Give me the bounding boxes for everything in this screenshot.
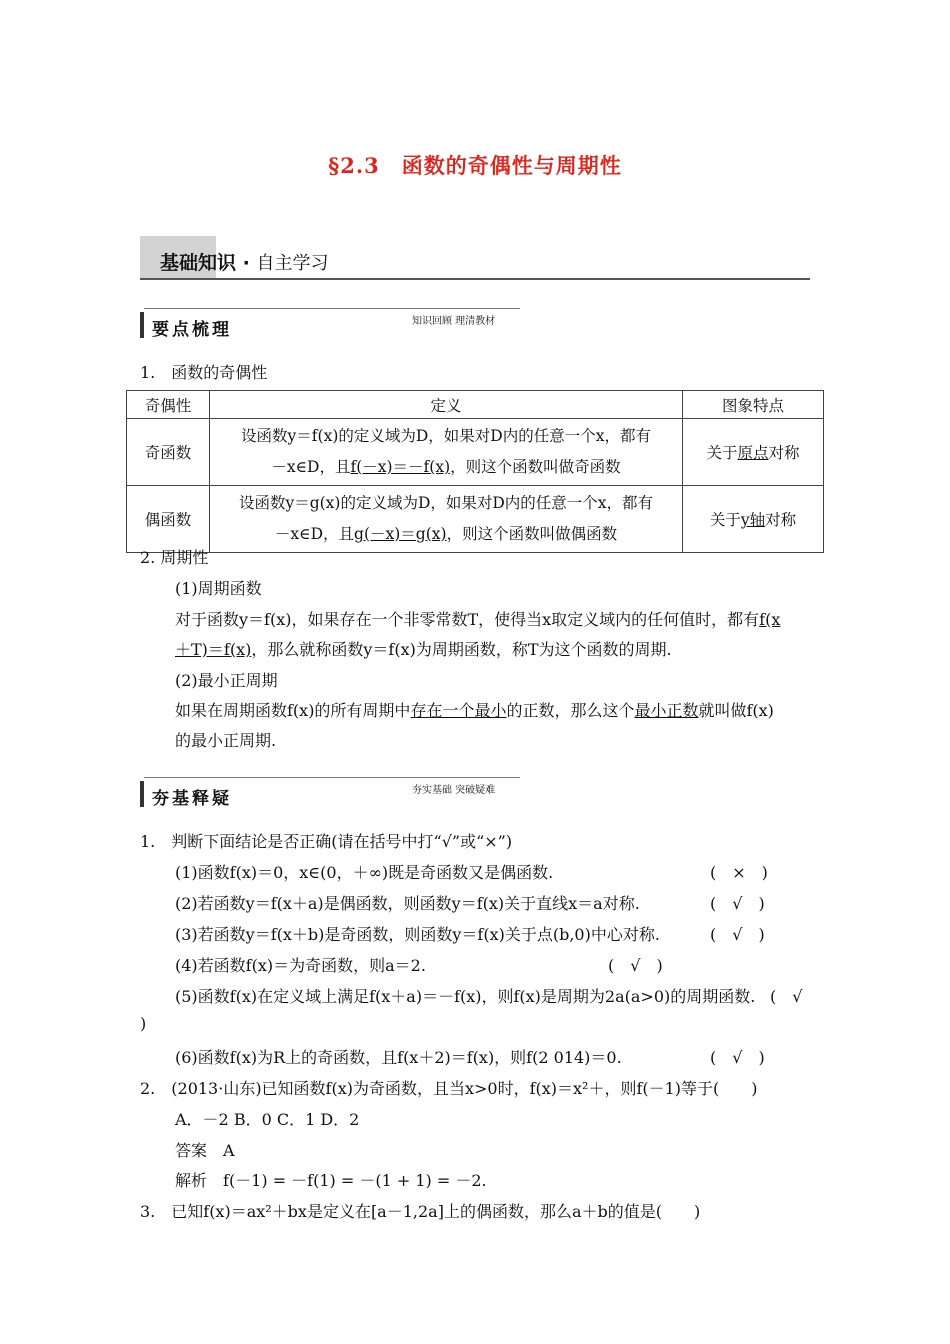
def-text: ，则这个函数叫做奇函数 bbox=[450, 458, 621, 476]
judgment-mark: ( √ ) bbox=[710, 925, 765, 944]
feat-underline: 原点 bbox=[737, 444, 769, 462]
answer-value: A bbox=[223, 1141, 235, 1160]
para-text: 如果在周期函数f(x)的所有周期中 bbox=[175, 701, 411, 720]
band-sub: 自主学习 bbox=[256, 253, 329, 274]
para-underline: ＋T)＝f(x) bbox=[175, 640, 252, 659]
row-definition bbox=[210, 486, 683, 553]
feat-text: 关于 bbox=[706, 444, 738, 462]
judgment-mark: ( × ) bbox=[710, 863, 768, 882]
section-heading: 夯基释疑 bbox=[152, 789, 232, 809]
section-top-line bbox=[144, 777, 520, 778]
section-tag: 知识回顾 理清教材 bbox=[412, 316, 496, 327]
def-text: －x∈D，且 bbox=[274, 525, 355, 543]
band-dot: · bbox=[236, 252, 257, 274]
analysis-line bbox=[175, 1168, 487, 1191]
judgment-text: (6)函数f(x)为R上的奇函数，且f(x＋2)＝f(x)，则f(2 014)＝0. bbox=[175, 1048, 622, 1067]
table-row bbox=[127, 419, 824, 486]
section-heading: 要点梳理 bbox=[152, 320, 232, 340]
judgment-mark: ( √ ) bbox=[710, 1048, 765, 1067]
section-top-line bbox=[144, 308, 520, 309]
sub-heading: (1)周期函数 bbox=[175, 579, 262, 598]
row-definition bbox=[210, 419, 683, 486]
def-line: 设函数y＝g(x)的定义域为D，如果对D内的任意一个x，都有 bbox=[238, 494, 654, 512]
def-text: －x∈D，且 bbox=[271, 458, 351, 476]
header-cell: 图象特点 bbox=[683, 391, 824, 419]
para-text: 的正数，那么这个 bbox=[506, 701, 635, 720]
answer-label: 答案 bbox=[175, 1141, 208, 1160]
section-band-title bbox=[160, 248, 328, 275]
para-underline: 存在一个最小 bbox=[410, 701, 507, 720]
table-header-row bbox=[127, 391, 824, 419]
band-divider bbox=[140, 278, 810, 280]
row-name: 奇函数 bbox=[127, 419, 210, 486]
def-line: 设函数y＝f(x)的定义域为D，如果对D内的任意一个x，都有 bbox=[241, 427, 651, 445]
judgment-mark: ( √ ) bbox=[608, 956, 663, 975]
def-line bbox=[216, 452, 676, 483]
row-feature bbox=[683, 419, 824, 486]
para-text: ，那么就称函数y＝f(x)为周期函数，称T为这个函数的周期. bbox=[251, 640, 672, 659]
section-tag: 夯实基础 突破疑难 bbox=[412, 785, 496, 796]
paragraph-line bbox=[175, 637, 672, 660]
answer-line bbox=[175, 1138, 235, 1161]
judgment-text: (5)函数f(x)在定义域上满足f(x＋a)＝－f(x)，则f(x)是周期为2a(a>0)的周期函数. bbox=[175, 987, 756, 1006]
band-main: 基础知识 bbox=[160, 252, 237, 274]
sub-heading: (2)最小正周期 bbox=[175, 671, 278, 690]
parity-table bbox=[126, 390, 824, 553]
judgment-mark: ( √ bbox=[770, 987, 803, 1006]
question-options: A．－2 B．0 C．1 D．2 bbox=[175, 1110, 360, 1129]
header-cell: 定义 bbox=[210, 391, 683, 419]
feat-text: 对称 bbox=[768, 444, 800, 462]
row-feature bbox=[683, 486, 824, 553]
section-bar bbox=[140, 781, 144, 807]
row-name: 偶函数 bbox=[127, 486, 210, 553]
para-text: 对于函数y＝f(x)，如果存在一个非零常数T，使得当x取定义域内的任何值时，都有 bbox=[175, 610, 760, 629]
def-underline: g(－x)＝g(x) bbox=[354, 525, 447, 543]
judgment-text: (4)若函数f(x)＝为奇函数，则a＝2. bbox=[175, 956, 426, 975]
question: 3. 已知f(x)＝ax²＋bx是定义在[a－1,2a]上的偶函数，那么a＋b的值是( ) bbox=[140, 1202, 701, 1221]
table-row bbox=[127, 486, 824, 553]
feat-underline: y轴 bbox=[740, 511, 766, 529]
judgment-mark: ( √ ) bbox=[710, 894, 765, 913]
question: 2. (2013·山东)已知函数f(x)为奇函数，且当x>0时，f(x)＝x²＋，则f(－1)等于( ) bbox=[140, 1079, 758, 1098]
para-underline: f(x bbox=[759, 610, 781, 629]
def-text: ，则这个函数叫做偶函数 bbox=[446, 525, 618, 543]
paragraph-line bbox=[175, 607, 780, 630]
item-heading: 2. 周期性 bbox=[140, 548, 209, 567]
page-title: §2.3 函数的奇偶性与周期性 bbox=[328, 153, 622, 178]
judgment-text: (3)若函数y＝f(x＋b)是奇函数，则函数y＝f(x)关于点(b,0)中心对称. bbox=[175, 925, 660, 944]
def-underline: f(－x)＝－f(x) bbox=[350, 458, 451, 476]
para-text: 就叫做f(x) bbox=[698, 701, 774, 720]
judgment-text: (1)函数f(x)＝0，x∈(0，＋∞)既是奇函数又是偶函数. bbox=[175, 863, 554, 882]
judgment-text: (2)若函数y＝f(x＋a)是偶函数，则函数y＝f(x)关于直线x＝a对称. bbox=[175, 894, 640, 913]
item-heading: 1. 函数的奇偶性 bbox=[140, 363, 268, 382]
judgment-mark-end: ) bbox=[140, 1014, 147, 1033]
paragraph-line bbox=[175, 698, 774, 721]
feat-text: 关于 bbox=[709, 511, 741, 529]
question: 1. 判断下面结论是否正确(请在括号中打“√”或“×”) bbox=[140, 832, 513, 851]
paragraph-line: 的最小正周期. bbox=[175, 731, 277, 750]
header-cell: 奇偶性 bbox=[127, 391, 210, 419]
para-underline: 最小正数 bbox=[634, 701, 699, 720]
analysis-label: 解析 bbox=[175, 1171, 208, 1190]
feat-text: 对称 bbox=[765, 511, 797, 529]
analysis-value: f(－1) = －f(1) = －(1 + 1) = －2. bbox=[223, 1171, 487, 1190]
section-bar bbox=[140, 312, 144, 338]
def-line bbox=[216, 519, 676, 550]
